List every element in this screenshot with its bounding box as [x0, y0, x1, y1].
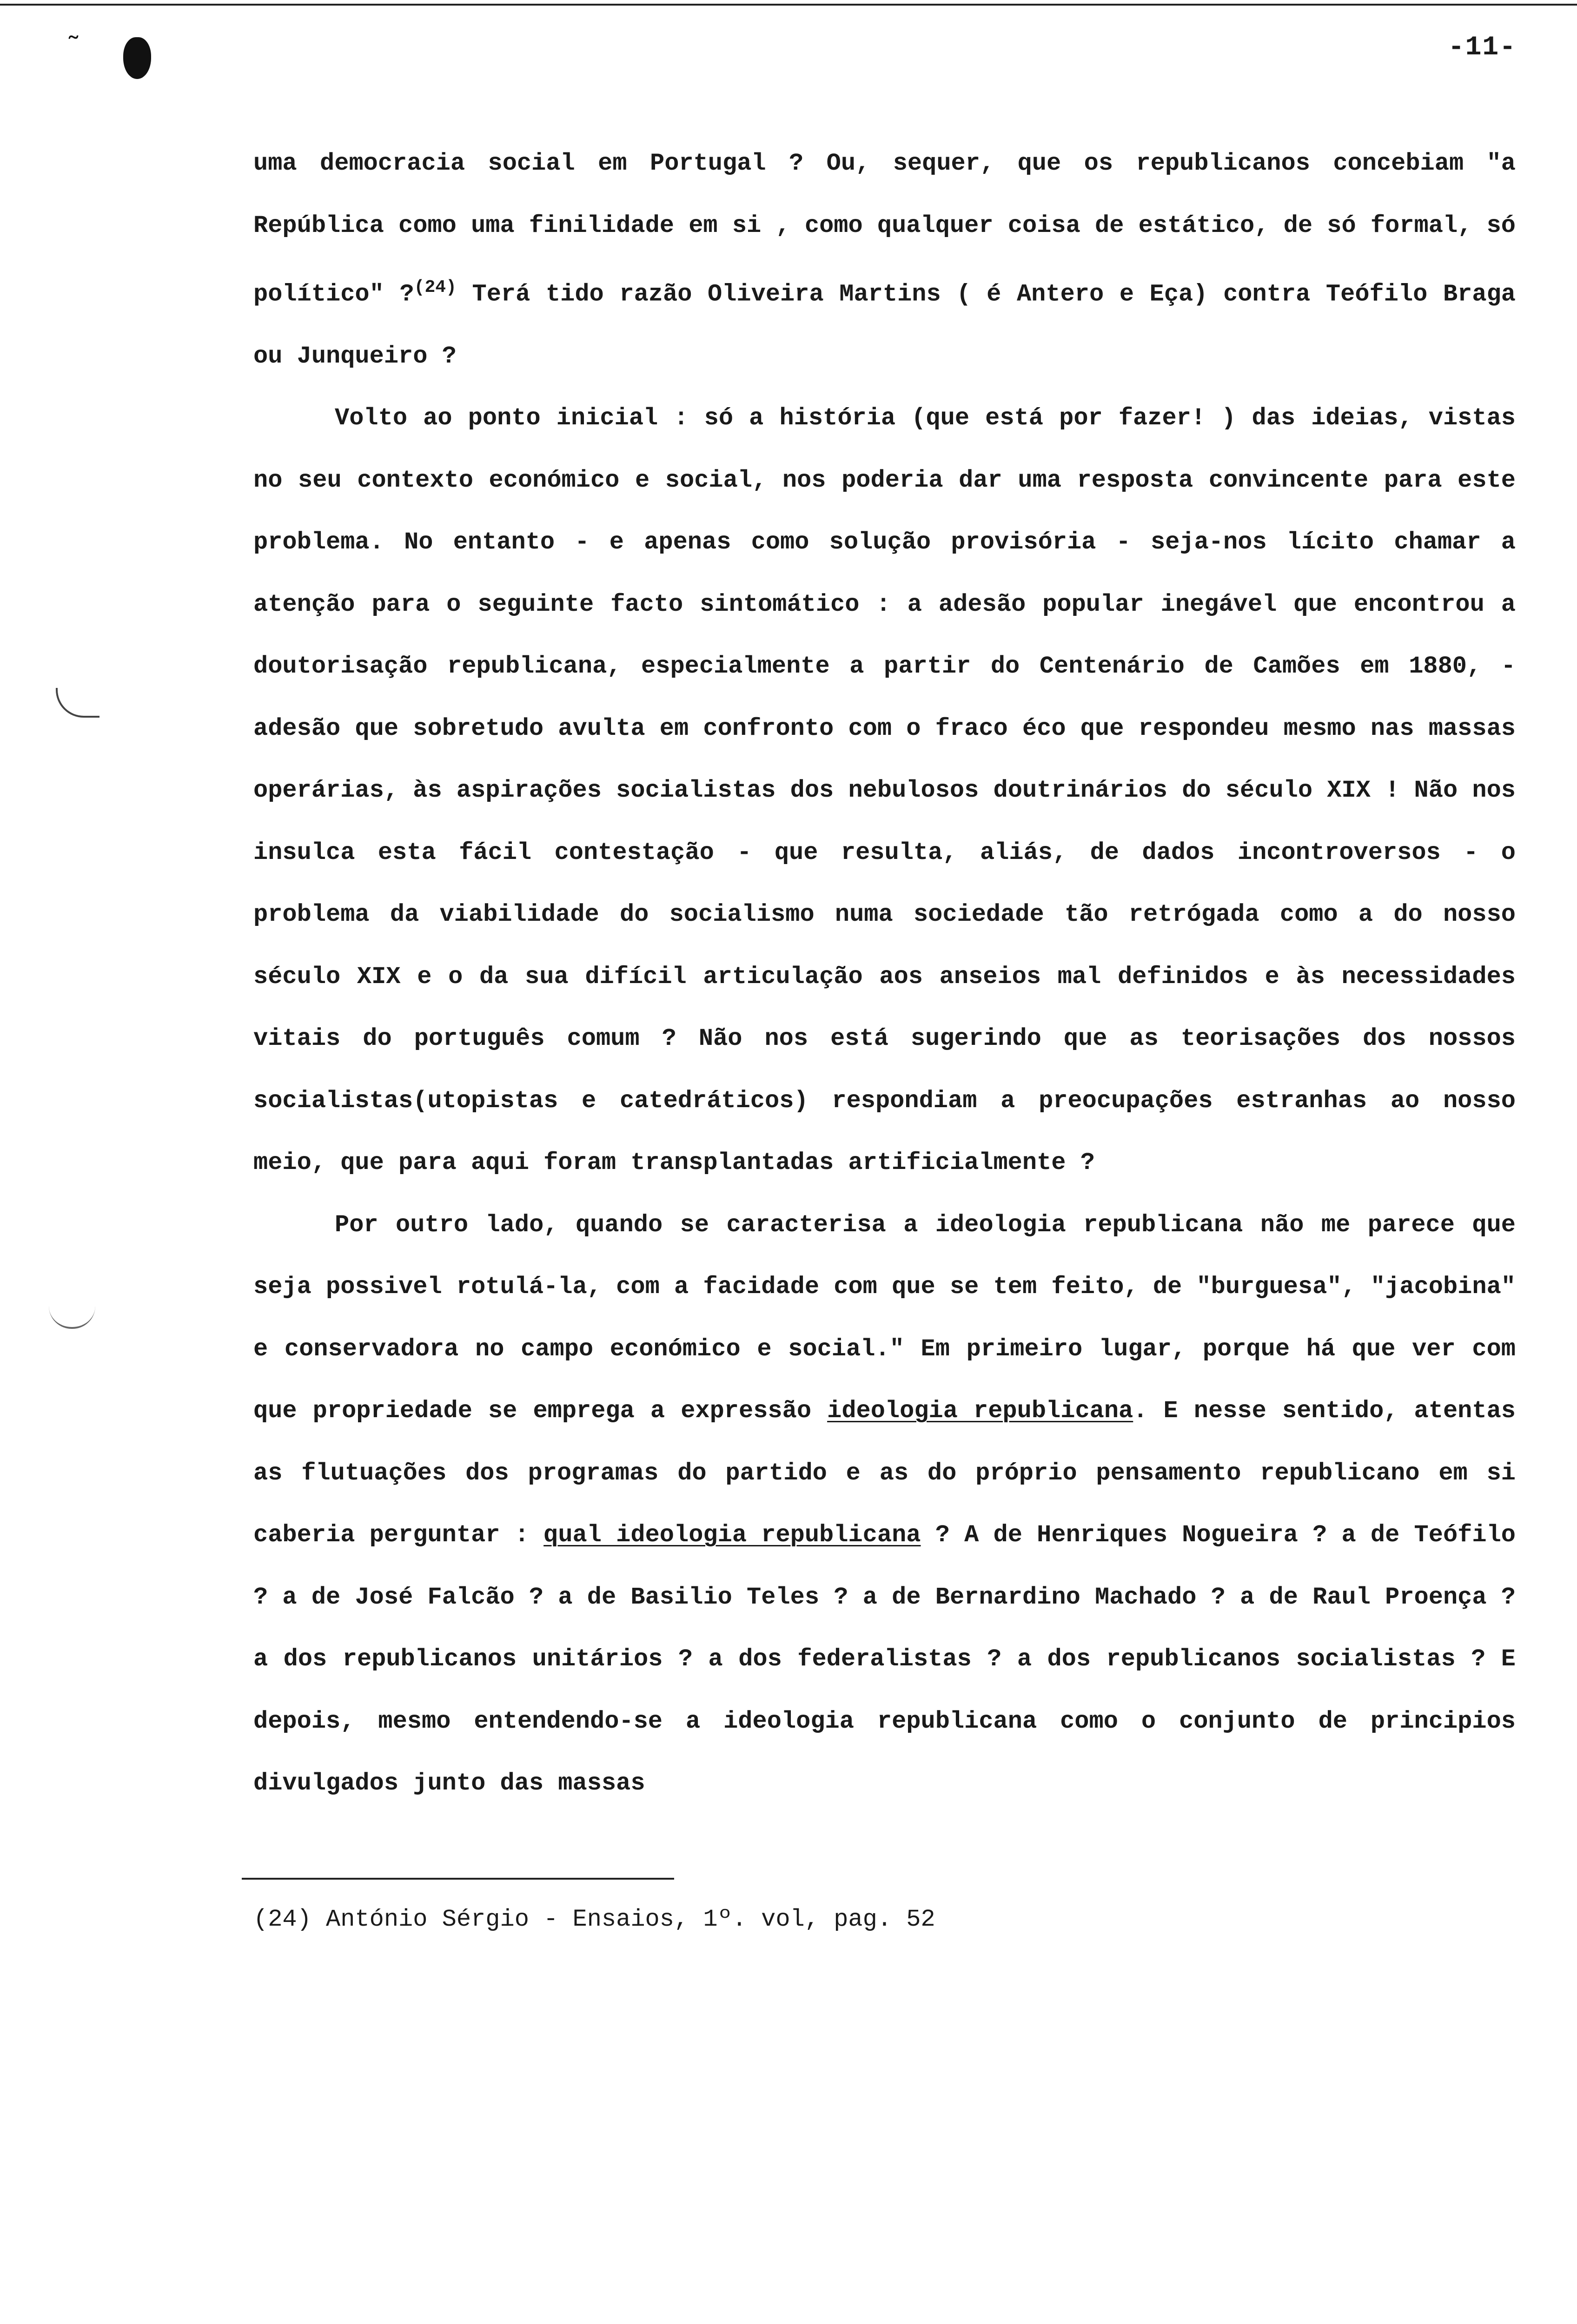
underlined-phrase: qual ideologia republicana: [543, 1521, 921, 1549]
ink-blot-mark: [123, 37, 151, 79]
paragraph-3-text: Por outro lado, quando se caracterisa a ideologia republicana não me parece que seja possivel rotulá-la, com a facidade com que se tem feito, de "burguesa", "jacobina" e conservadora no campo económico e social." Em primeiro lugar, porque há que ver com que propriedade se emprega a expressão: [253, 1211, 1516, 1425]
top-border-line: [0, 4, 1577, 6]
paragraph-1-text: uma democracia social em Portugal ? Ou, sequer, que os republicanos concebiam "a República como uma finilidade em si , como qualquer coisa de estático, de só formal, só político" ?: [253, 150, 1516, 308]
footnote-divider: [242, 1878, 674, 1880]
paragraph-2: Volto ao ponto inicial : só a história (que está por fazer! ) das ideias, vistas no seu contexto económico e social, nos poderia dar uma resposta convincente para este problema. No entanto - e apenas como solução provisória - seja-nos lícito chamar a atenção para o seguinte facto sintomático : a adesão popular inegável que encontrou a doutorisação republicana, especialmente a partir do Centenário de Camões em 1880, - adesão que sobretudo avulta em confronto com o fraco éco que respondeu mesmo nas massas operárias, às aspirações socialistas dos nebulosos doutrinários do século XIX ! Não nos insulca esta fácil contestação - que resulta, aliás, de dados incontroversos - o problema da viabilidade do socialismo numa sociedade tão retrógada como a do nosso século XIX e o da sua difícil articulação aos anseios mal definidos e às necessidades vitais do português comum ? Não nos está sugerindo que as teorisações dos nossos socialistas(utopistas e catedráticos) respondiam a preocupações estranhas ao nosso meio, que para aqui foram transplantadas artificialmente ?: [253, 404, 1516, 1177]
main-text: [253, 132, 1516, 1815]
margin-pencil-mark: [56, 688, 99, 718]
paragraph-1-text-continued: Terá tido razão Oliveira Martins ( é Antero e Eça) contra Teófilo Braga ou Junqueiro ?: [253, 280, 1516, 370]
footnote-reference: (24): [414, 277, 457, 297]
underlined-phrase: ideologia republicana: [827, 1397, 1133, 1425]
page-number: -11-: [1448, 33, 1517, 63]
paragraph-3-text-continued: . E nesse sentido, atentas as flutuações dos programas do partido e as do próprio pensamento republicano em si caberia perguntar :: [253, 1397, 1516, 1549]
corner-dash-mark: ˜: [65, 33, 82, 64]
footnote: (24) António Sérgio - Ensaios, 1º. vol, pag. 52: [253, 1906, 935, 1933]
paragraph-3: [253, 1194, 1516, 1815]
paragraph-3-text-end: ? A de Henriques Nogueira ? a de Teófilo ? a de José Falcão ? a de Basilio Teles ? a de Bernardino Machado ? a de Raul Proença ? a dos republicanos unitários ? a dos federalistas ? a dos republicanos socialistas ? E depois, mesmo entendendo-se a ideologia republicana como o conjunto de principios divulgados junto das massas: [253, 1521, 1516, 1797]
margin-pencil-mark: [49, 1306, 95, 1329]
paragraph-1: [253, 132, 1516, 387]
